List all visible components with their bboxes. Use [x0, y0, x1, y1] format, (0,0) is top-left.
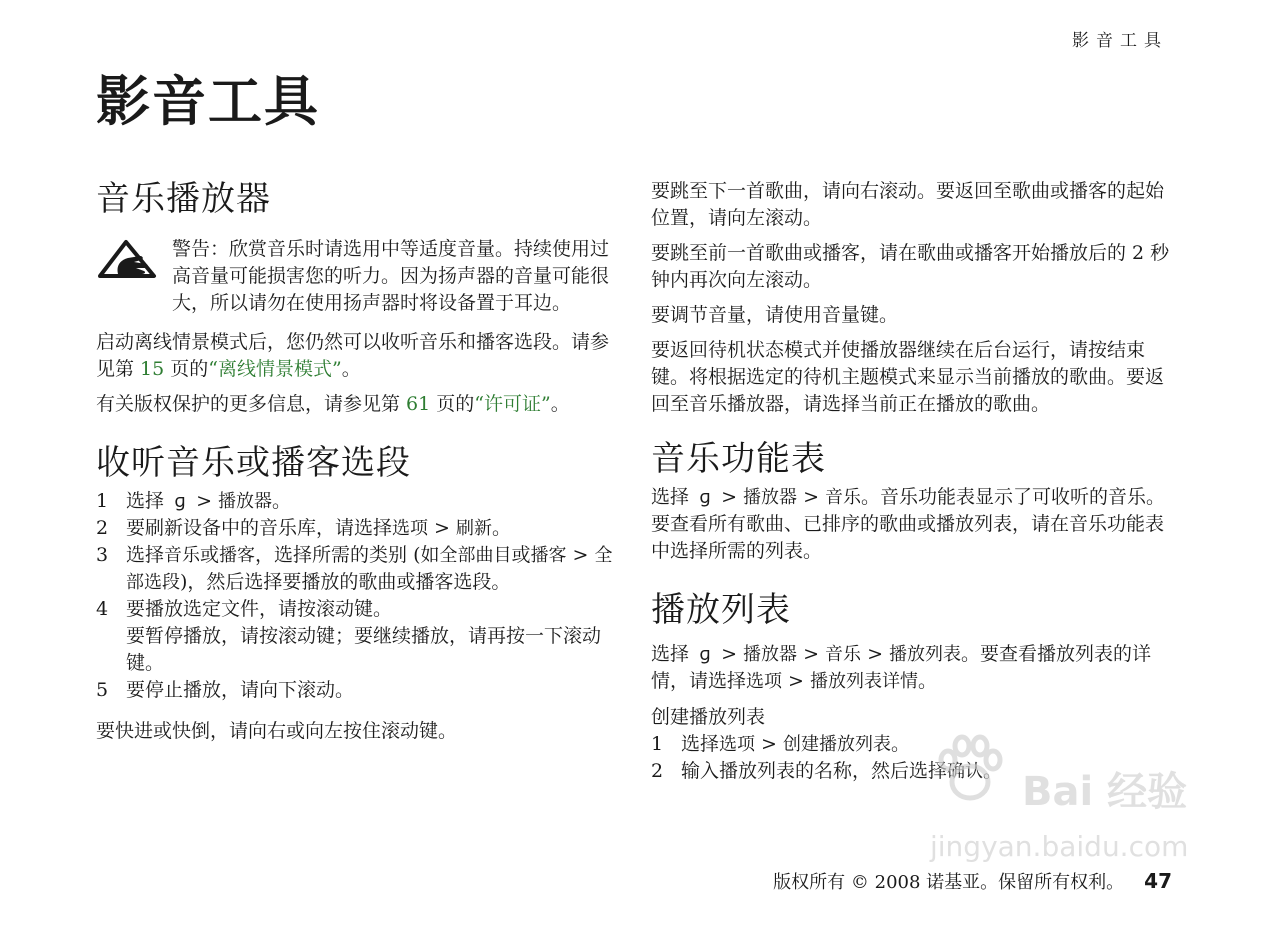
step-number: 3: [96, 544, 109, 566]
text: 。: [891, 733, 911, 755]
text: 要刷新设备中的音乐库，请选择: [126, 517, 393, 539]
text: 。: [983, 760, 1003, 782]
text: )，然后选择要播放的歌曲或播客选段。: [180, 571, 511, 593]
ui-term: 全部曲目: [439, 545, 512, 566]
link-offline-profile[interactable]: “离线情景模式”: [208, 358, 342, 380]
text: 2: [1132, 242, 1145, 264]
ui-term: 全部选段: [126, 545, 613, 593]
paragraph-offline: [96, 329, 616, 383]
page-ref-61[interactable]: 61: [406, 393, 431, 415]
text: >: [190, 490, 219, 512]
text: 输入播放列表的名称，然后选择: [681, 760, 948, 782]
text: >: [715, 486, 744, 508]
watermark-brand: Bai 经验: [1022, 769, 1188, 815]
copyright-text: 版权所有 © 2008 诺基亚。保留所有权利。: [773, 872, 1125, 893]
ui-term: 音乐: [825, 487, 862, 508]
text: >: [797, 643, 826, 665]
ui-term: 刷新: [456, 518, 493, 539]
text: 。: [272, 490, 292, 512]
link-license[interactable]: “许可证”: [474, 393, 551, 415]
paragraph-playlist: [651, 641, 1171, 695]
ui-term: 选项: [719, 734, 756, 755]
step: [96, 515, 616, 542]
section-title-music-player: 音乐播放器: [96, 179, 271, 219]
menu-key-icon: ɡ: [174, 491, 186, 512]
text: >: [715, 643, 744, 665]
text: 选择: [651, 643, 696, 665]
text: 要播放选定文件，请按滚动键。: [126, 598, 393, 620]
text: 。: [918, 670, 938, 692]
text: 或: [511, 544, 531, 566]
text: 选择: [126, 544, 165, 566]
ui-term: 确认: [947, 761, 984, 782]
ui-term: 播放列表详情: [810, 671, 919, 692]
text: 。: [550, 393, 570, 415]
ui-term: 播放器: [743, 487, 798, 508]
left-column: [96, 174, 616, 753]
step-number: 2: [96, 517, 109, 539]
step-number: 4: [96, 598, 109, 620]
ui-term: 选项: [746, 671, 783, 692]
text: >: [861, 643, 890, 665]
text: 。音乐功能表显示了可收听的音乐。要查看所有歌曲、已排序的歌曲或播放列表，请在音乐功能表中选择所需的列表。: [651, 486, 1166, 562]
ui-term: 播放器: [218, 491, 273, 512]
step-number: 1: [651, 733, 664, 755]
text: 选择: [681, 733, 720, 755]
menu-key-icon: ɡ: [699, 644, 711, 665]
step: [96, 488, 616, 515]
paragraph-volume: 要调节音量，请使用音量键。: [651, 304, 899, 326]
step: [96, 677, 616, 704]
paragraph-next-song: 要跳至下一首歌曲，请向右滚动。要返回至歌曲或播客的起始位置，请向左滚动。: [651, 180, 1165, 229]
text: 要跳至前一首歌曲或播客，请在歌曲或播客开始播放后的: [651, 242, 1133, 264]
right-column: [651, 178, 1171, 793]
text: >: [566, 544, 595, 566]
paragraph-prev-song: [651, 240, 1171, 294]
steps-listen: [96, 488, 616, 704]
text: >: [755, 733, 784, 755]
ui-term: 播客: [530, 545, 567, 566]
step-number: 1: [96, 490, 109, 512]
paragraph-music-menu: [651, 484, 1171, 565]
text: 。: [492, 517, 512, 539]
menu-key-icon: ɡ: [699, 487, 711, 508]
chapter-title: 影音工具: [96, 70, 320, 133]
watermark-url: jingyan.baidu.com: [930, 830, 1189, 863]
subheading-create-playlist: 创建播放列表: [651, 706, 766, 728]
page-ref-15[interactable]: 15: [140, 358, 165, 380]
ui-term: 播客: [219, 545, 256, 566]
ui-term: 创建播放列表: [783, 734, 892, 755]
ui-term: 选项: [392, 518, 429, 539]
ui-term: 音乐: [164, 545, 201, 566]
text: 。要查看播放列表的详情，请选择: [651, 643, 1152, 692]
paw-logo-icon: [930, 730, 1010, 810]
text: ，选择所需的类别 (如: [255, 544, 440, 566]
text: >: [428, 517, 457, 539]
warning-block: [96, 236, 616, 317]
text: 有关版权保护的更多信息，请参见第: [96, 393, 407, 415]
text: 。: [341, 358, 361, 380]
text: >: [782, 670, 811, 692]
text: 要暂停播放，请按滚动键；要继续播放，请再按一下滚动键。: [126, 625, 602, 674]
text: 选择: [126, 490, 171, 512]
step: [96, 542, 616, 596]
warning-body: 欣赏音乐时请选用中等适度音量。持续使用过高音量可能损害您的听力。因为扬声器的音量可能很大，所以请勿在使用扬声器时将设备置于耳边。: [172, 238, 610, 314]
text: 要停止播放，请向下滚动。: [126, 679, 355, 701]
text: 页的: [430, 393, 475, 415]
ui-term: 播放列表: [889, 644, 962, 665]
ui-term: 音乐: [825, 644, 862, 665]
text: 秒钟内再次向左滚动。: [651, 242, 1170, 291]
text: 或: [200, 544, 220, 566]
page-number: 47: [1144, 869, 1172, 893]
step: [96, 596, 616, 677]
section-title-listen: 收听音乐或播客选段: [96, 443, 411, 483]
section-title-music-menu: 音乐功能表: [651, 439, 826, 479]
warning-hand-icon: [96, 238, 158, 278]
step-number: 2: [651, 760, 664, 782]
text: 选择: [651, 486, 696, 508]
warning-text: [172, 236, 616, 317]
section-title-playlist: 播放列表: [651, 590, 791, 630]
warning-label: 警告：: [172, 238, 230, 260]
text: >: [797, 486, 826, 508]
paragraph-seek: 要快进或快倒，请向右或向左按住滚动键。: [96, 720, 458, 742]
page-footer: [773, 868, 1172, 894]
paragraph-copyright: [96, 391, 616, 418]
text: 启动离线情景模式后，您仍然可以收听音乐和播客选段。请参见第: [96, 331, 610, 380]
text: 页的: [164, 358, 209, 380]
running-head: 影音工具: [1072, 31, 1168, 51]
watermark: [930, 720, 1230, 880]
step-number: 5: [96, 679, 109, 701]
ui-term: 播放器: [743, 644, 798, 665]
paragraph-background: 要返回待机状态模式并使播放器继续在后台运行，请按结束键。将根据选定的待机主题模式来显示当前播放的歌曲。要返回至音乐播放器，请选择当前正在播放的歌曲。: [651, 339, 1165, 415]
